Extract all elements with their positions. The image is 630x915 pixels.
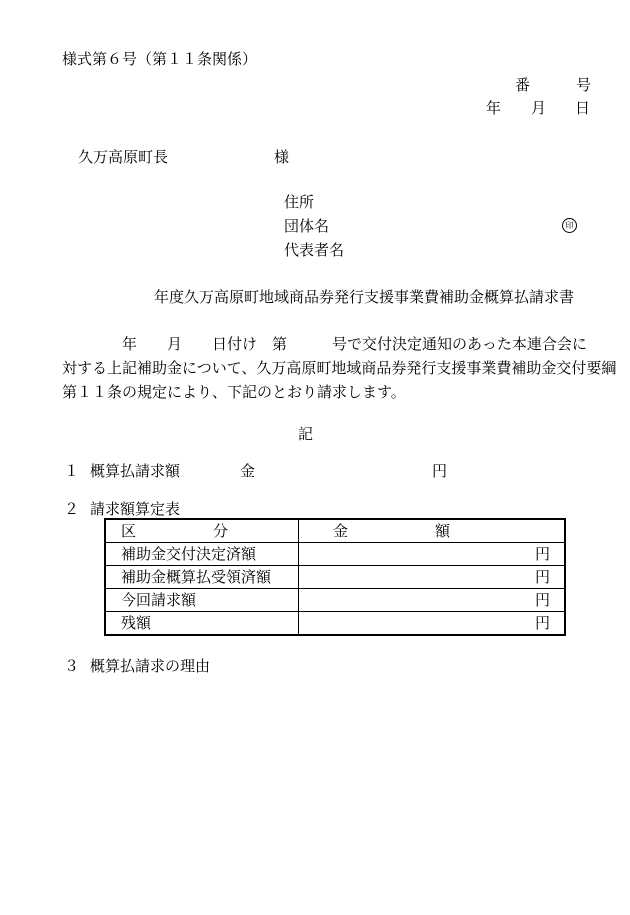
table-row: [105, 543, 565, 566]
seal-icon: 印: [562, 218, 577, 233]
item-3-label: 概算払請求の理由: [90, 657, 211, 675]
header-bun: 分: [213, 522, 229, 540]
row-amount-cell: 円: [299, 543, 566, 566]
addressee-honorific: 様: [274, 148, 290, 166]
item-1-label: 概算払請求額: [90, 462, 181, 480]
table-row: [105, 612, 565, 636]
item-3-number: ３: [64, 657, 80, 675]
table-row: [105, 589, 565, 612]
table-header-row: [105, 519, 565, 543]
item-1-yen-label: 円: [432, 462, 448, 480]
table-row: [105, 566, 565, 589]
row-label-cell: 残額: [105, 612, 299, 636]
row-label-cell: 今回請求額: [105, 589, 299, 612]
header-amount-cell: [299, 519, 566, 543]
row-amount-cell: 円: [299, 589, 566, 612]
date-day-label: 日: [575, 99, 591, 117]
addressee-name: 久万高原町長: [78, 148, 169, 166]
document-title: 年度久万高原町地域商品券発行支援事業費補助金概算払請求書: [154, 288, 575, 306]
header-ku: 区: [121, 522, 137, 540]
date-month-label: 月: [531, 99, 547, 117]
item-2-number: ２: [64, 500, 80, 518]
document-number-label: 番: [515, 76, 531, 94]
header-gaku: 額: [435, 522, 451, 540]
representative-label: 代表者名: [284, 241, 345, 259]
body-text-line-1: 年 月 日付け 第 号で交付決定通知のあった本連合会に: [62, 335, 587, 353]
item-1-kin-label: 金: [240, 462, 256, 480]
row-label-cell: 補助金概算払受領済額: [105, 566, 299, 589]
date-year-label: 年: [486, 99, 502, 117]
item-2-label: 請求額算定表: [90, 500, 181, 518]
document-number-suffix: 号: [576, 76, 592, 94]
ki-heading: 記: [298, 425, 314, 443]
row-label-cell: 補助金交付決定済額: [105, 543, 299, 566]
form-number-label: 様式第６号（第１１条関係）: [62, 50, 258, 68]
body-text-line-3: 第１１条の規定により、下記のとおり請求します。: [62, 383, 406, 401]
item-1-number: １: [64, 462, 80, 480]
header-category-cell: [105, 519, 299, 543]
calculation-table: [104, 518, 566, 636]
address-label: 住所: [284, 193, 315, 211]
row-amount-cell: 円: [299, 566, 566, 589]
row-amount-cell: 円: [299, 612, 566, 636]
body-text-line-2: 対する上記補助金について、久万高原町地域商品券発行支援事業費補助金交付要綱: [62, 359, 617, 377]
organization-label: 団体名: [284, 217, 330, 235]
header-kin: 金: [333, 522, 349, 540]
